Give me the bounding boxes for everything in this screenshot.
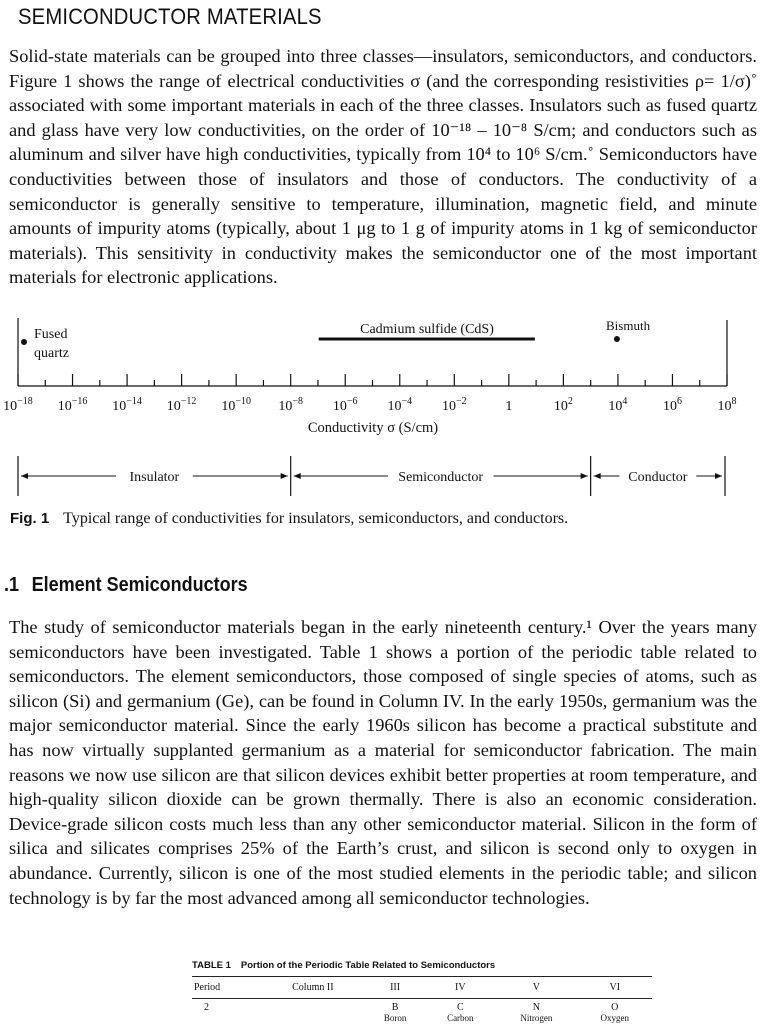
range-label: Semiconductor — [398, 470, 484, 485]
table-cell — [578, 999, 652, 1024]
table-row — [192, 999, 652, 1024]
element-symbol: O — [611, 1002, 619, 1013]
tick-label: $10^{-12}$ — [166, 396, 197, 414]
table-cell — [261, 999, 365, 1024]
bismuth-marker — [614, 336, 620, 342]
tick-label: $10^{-6}$ — [332, 396, 358, 414]
figure-caption — [10, 510, 568, 528]
tick-label: $10^{-8}$ — [278, 396, 304, 414]
table-header-row — [192, 977, 652, 999]
section-heading — [4, 574, 248, 597]
tick-label: $10^{-16}$ — [57, 396, 88, 414]
section-number: .1 — [4, 574, 20, 596]
range-arrow-left — [294, 473, 301, 479]
conductivity-figure — [0, 318, 768, 518]
periodic-table — [192, 976, 652, 1023]
table-cell — [495, 999, 577, 1024]
body-paragraph: The study of semiconductor materials began in the early nineteenth century.¹ Over the years many semiconductors have been investigated. Table 1 shows a portion of the periodic table related to semiconductors. The element semiconductors, those composed of single species of atoms, such as silicon (Si) and germanium (Ge), can be found in Column IV. In the early 1950s, germanium was the major semiconductor material. Since the early 1960s silicon has become a practical substitute and has now virtually supplanted germanium as a material for semiconductor fabrication. The main reasons we now use silicon are that silicon devices exhibit better properties at room temperature, and high-quality silicon dioxide can be grown thermally. There is also an economic consideration. Device-grade silicon costs much less than any other semiconductor material. Silicon in the form of silica and silicates comprises 25% of the Earth’s crust, and silicon is second only to oxygen in abundance. Currently, silicon is one of the most studied elements in the periodic table; and silicon technology is by far the most advanced among all semiconductor technologies. — [9, 617, 757, 908]
section-title: Element Semiconductors — [31, 574, 248, 596]
conductivity-chart — [0, 318, 768, 518]
fused-quartz-marker — [21, 339, 27, 345]
tick-label: $10^{-18}$ — [3, 396, 33, 414]
page-title: SEMICONDUCTOR MATERIALS — [18, 4, 322, 29]
element-name: Oxygen — [600, 1013, 630, 1023]
table-header: V — [495, 977, 577, 999]
tick-label: 1 — [505, 399, 513, 414]
tick-label: $10^{-4}$ — [387, 396, 413, 414]
fused-quartz-label: Fused — [34, 327, 68, 342]
range-label: Insulator — [129, 470, 180, 485]
figure-caption-label: Fig. 1 — [10, 510, 50, 527]
tick-label: $10^4$ — [608, 396, 628, 414]
range-arrow-left — [21, 473, 28, 479]
table-cell — [365, 999, 426, 1024]
periodic-table-excerpt — [192, 960, 652, 1023]
table-header: IV — [425, 977, 495, 999]
range-label: Conductor — [628, 470, 688, 485]
tick-label: $10^2$ — [553, 396, 573, 414]
table-header: Column II — [261, 977, 365, 999]
table-header: III — [365, 977, 426, 999]
range-arrow-right — [581, 473, 588, 479]
element-name: Boron — [383, 1013, 407, 1023]
tick-label: $10^{-2}$ — [441, 396, 467, 414]
table-title — [192, 960, 652, 971]
table-cell — [425, 999, 495, 1024]
element-symbol: C — [456, 1002, 464, 1013]
bismuth-label: Bismuth — [606, 318, 651, 333]
range-arrow-left — [594, 473, 601, 479]
figure-caption-text: Typical range of conductivities for insulators, semiconductors, and conductors. — [63, 510, 569, 527]
tick-label: $10^8$ — [717, 396, 737, 414]
cds-label: Cadmium sulfide (CdS) — [360, 322, 494, 337]
element-symbol: B — [391, 1002, 399, 1013]
element-name: Nitrogen — [520, 1013, 553, 1023]
table-header: Period — [192, 977, 261, 999]
table-cell-period: 2 — [204, 1002, 209, 1013]
x-axis-label: Conductivity σ (S/cm) — [307, 420, 439, 436]
table-label: TABLE 1 — [192, 960, 231, 971]
tick-label: $10^{-14}$ — [112, 396, 142, 414]
fused-quartz-label-line2: quartz — [34, 346, 69, 361]
element-symbol: N — [532, 1002, 541, 1013]
intro-paragraph: Solid-state materials can be grouped into three classes—insulators, semiconductors, and conductors. Figure 1 shows the range of electrical conductivities σ (and the corresponding resistivities ρ= 1/σ)˚ associated with some important materials in each of the three classes. Insulators such as fused quartz and glass have very low conductivities, on the order of 10⁻¹⁸ – 10⁻⁸ S/cm; and conductors such as aluminum and silver have high conductivities, typically from 10⁴ to 10⁶ S/cm.˚ Semiconductors have conductivities between those of insulators and those of conductors. The conductivity of a semiconductor is generally sensitive to temperature, illumination, magnetic field, and minute amounts of impurity atoms (typically, about 1 μg to 1 g of impurity atoms in 1 kg of semiconductor materials). This sensitivity in conductivity makes the semiconductor one of the most important materials for electronic applications. — [9, 46, 757, 288]
table-header: VI — [578, 977, 652, 999]
range-arrow-right — [715, 473, 722, 479]
range-arrow-right — [281, 473, 288, 479]
table-title-text: Portion of the Periodic Table Related to Semiconductors — [240, 960, 496, 971]
tick-label: $10^{-10}$ — [221, 396, 251, 414]
tick-label: $10^6$ — [662, 396, 682, 414]
element-name: Carbon — [447, 1013, 474, 1023]
